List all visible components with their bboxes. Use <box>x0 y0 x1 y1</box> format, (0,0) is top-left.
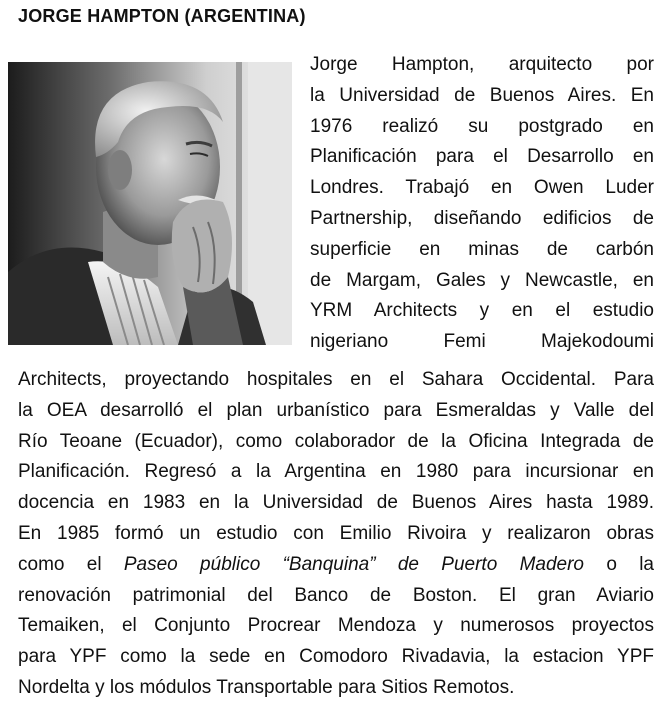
work-title: Paseo público “Banquina” de Puerto Madero <box>123 553 585 575</box>
bio-text: o la <box>584 553 654 575</box>
bio-wrapped-text <box>310 50 654 358</box>
bio-line: la OEA desarrolló el plan urbanístico para Esmeraldas y Valle del <box>18 399 654 421</box>
bio-line: docencia en 1983 en la Universidad de Buenos Aires hasta 1989. <box>18 492 654 514</box>
bio-line: nigeriano Femi Majekodoumi <box>310 331 654 353</box>
portrait-photo <box>8 62 292 345</box>
bio-line: renovación patrimonial del Banco de Boston. El gran Aviario <box>18 584 654 606</box>
bio-full-text <box>18 365 654 704</box>
bio-line: Río Teoane (Ecuador), como colaborador de la Oficina Integrada de <box>18 430 654 452</box>
bio-line: Jorge Hampton, arquitecto por <box>310 54 654 75</box>
bio-line: superficie en minas de carbón <box>310 238 654 260</box>
page-title: JORGE HAMPTON (ARGENTINA) <box>18 6 306 26</box>
bio-line: Londres. Trabajó en Owen Luder <box>310 177 654 199</box>
bio-line: Architects, proyectando hospitales en el Sahara Occidental. Para <box>18 369 654 390</box>
bio-line: de Margam, Gales y Newcastle, en <box>310 269 654 291</box>
bio-line: En 1985 formó un estudio con Emilio Rivoira y realizaron obras <box>18 522 654 544</box>
bio-line-italic <box>18 550 654 581</box>
bio-line: para YPF como la sede en Comodoro Rivadavia, la estacion YPF <box>18 646 654 668</box>
bio-line: YRM Architects y en el estudio <box>310 300 654 322</box>
bio-line: la Universidad de Buenos Aires. En <box>310 84 654 106</box>
portrait-image <box>8 62 292 345</box>
bio-text: como el <box>18 553 124 575</box>
bio-line: Partnership, diseñando edificios de <box>310 207 654 229</box>
bio-line: Planificación para el Desarrollo en <box>310 146 654 168</box>
bio-line: Planificación. Regresó a la Argentina en 1980 para incursionar en <box>18 461 654 483</box>
bio-line: Nordelta y los módulos Transportable para Sitios Remotos. <box>18 676 515 698</box>
bio-line: Temaiken, el Conjunto Procrear Mendoza y numerosos proyectos <box>18 615 654 637</box>
bio-line: 1976 realizó su postgrado en <box>310 115 654 137</box>
